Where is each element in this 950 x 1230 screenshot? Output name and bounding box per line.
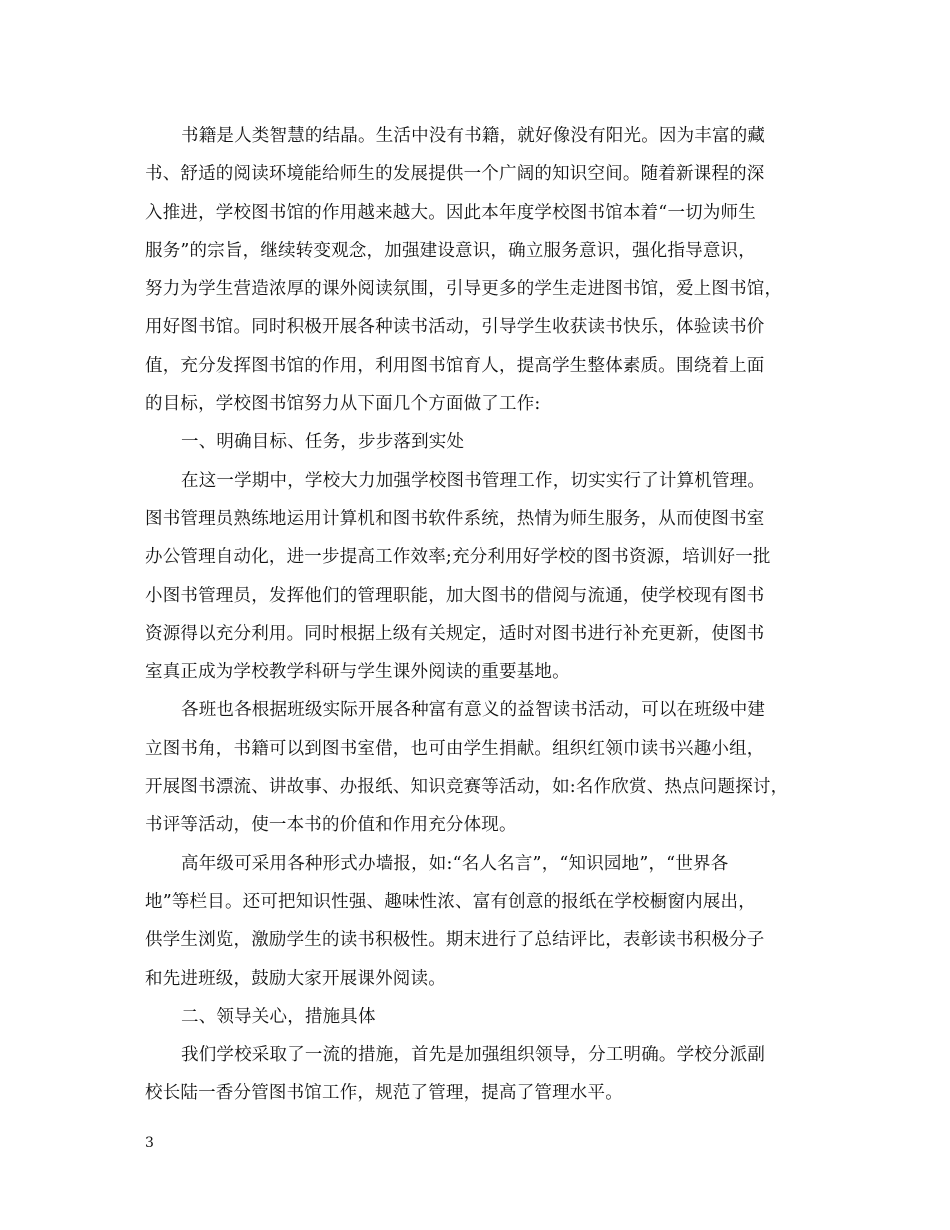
text-line: 值，充分发挥图书馆的作用，利用图书馆育人，提高学生整体素质。围绕着上面 [145,355,765,376]
text-line: 和先进班级，鼓励大家开展课外阅读。 [145,968,446,989]
text-line: 小图书管理员，发挥他们的管理职能，加大图书的借阅与流通，使学校现有图书 [145,585,765,606]
text-line: 在这一学期中，学校大力加强学校图书管理工作，切实实行了计算机管理。 [181,470,766,491]
text-line: 图书管理员熟练地运用计算机和图书软件系统，热情为师生服务，从而使图书室 [145,508,765,529]
section-heading: 一、明确目标、任务，步步落到实处 [181,432,465,453]
text-line: 书、舒适的阅读环境能给师生的发展提供一个广阔的知识空间。随着新课程的深 [145,164,765,185]
text-line: 高年级可采用各种形式办墙报，如:“名人名言”，“知识园地”，“世界各 [181,853,729,874]
text-line: 供学生浏览，激励学生的读书积极性。期末进行了总结评比，表彰读书积极分子 [145,930,765,951]
text-line: 努力为学生营造浓厚的课外阅读氛围，引导更多的学生走进图书馆，爱上图书馆， [145,279,783,300]
text-line: 用好图书馆。同时积极开展各种读书活动，引导学生收获读书快乐，体验读书价 [145,317,765,338]
text-line: 立图书角，书籍可以到图书室借，也可由学生捐献。组织红领巾读书兴趣小组， [145,738,765,759]
text-line: 资源得以充分利用。同时根据上级有关规定，适时对图书进行补充更新，使图书 [145,623,765,644]
text-line: 校长陆一香分管图书馆工作，规范了管理，提高了管理水平。 [145,1083,623,1104]
body-text [145,117,815,1113]
text-line: 我们学校采取了一流的措施，首先是加强组织领导，分工明确。学校分派副 [181,1045,766,1066]
text-line: 办公管理自动化，进一步提高工作效率;充分利用好学校的图书资源，培训好一批 [145,547,771,568]
page-number: 3 [145,1135,154,1151]
text-line: 各班也各根据班级实际开展各种富有意义的益智读书活动，可以在班级中建 [181,700,766,721]
text-line: 室真正成为学校教学科研与学生课外阅读的重要基地。 [145,662,570,683]
text-line: 的目标，学校图书馆努力从下面几个方面做了工作: [145,394,541,415]
text-line: 地”等栏目。还可把知识性强、趣味性浓、富有创意的报纸在学校橱窗内展出， [145,891,756,912]
text-line: 开展图书漂流、讲故事、办报纸、知识竞赛等活动，如:名作欣赏、热点问题探讨， [145,777,789,798]
section-heading: 二、领导关心，措施具体 [181,1006,376,1027]
text-line: 服务”的宗旨，继续转变观念，加强建设意识，确立服务意识，强化指导意识， [145,240,756,261]
text-line: 书评等活动，使一本书的价值和作用充分体现。 [145,815,517,836]
text-line: 书籍是人类智慧的结晶。生活中没有书籍，就好像没有阳光。因为丰富的藏 [181,126,766,146]
text-line: 入推进，学校图书馆的作用越来越大。因此本年度学校图书馆本着“一切为师生 [145,202,756,223]
